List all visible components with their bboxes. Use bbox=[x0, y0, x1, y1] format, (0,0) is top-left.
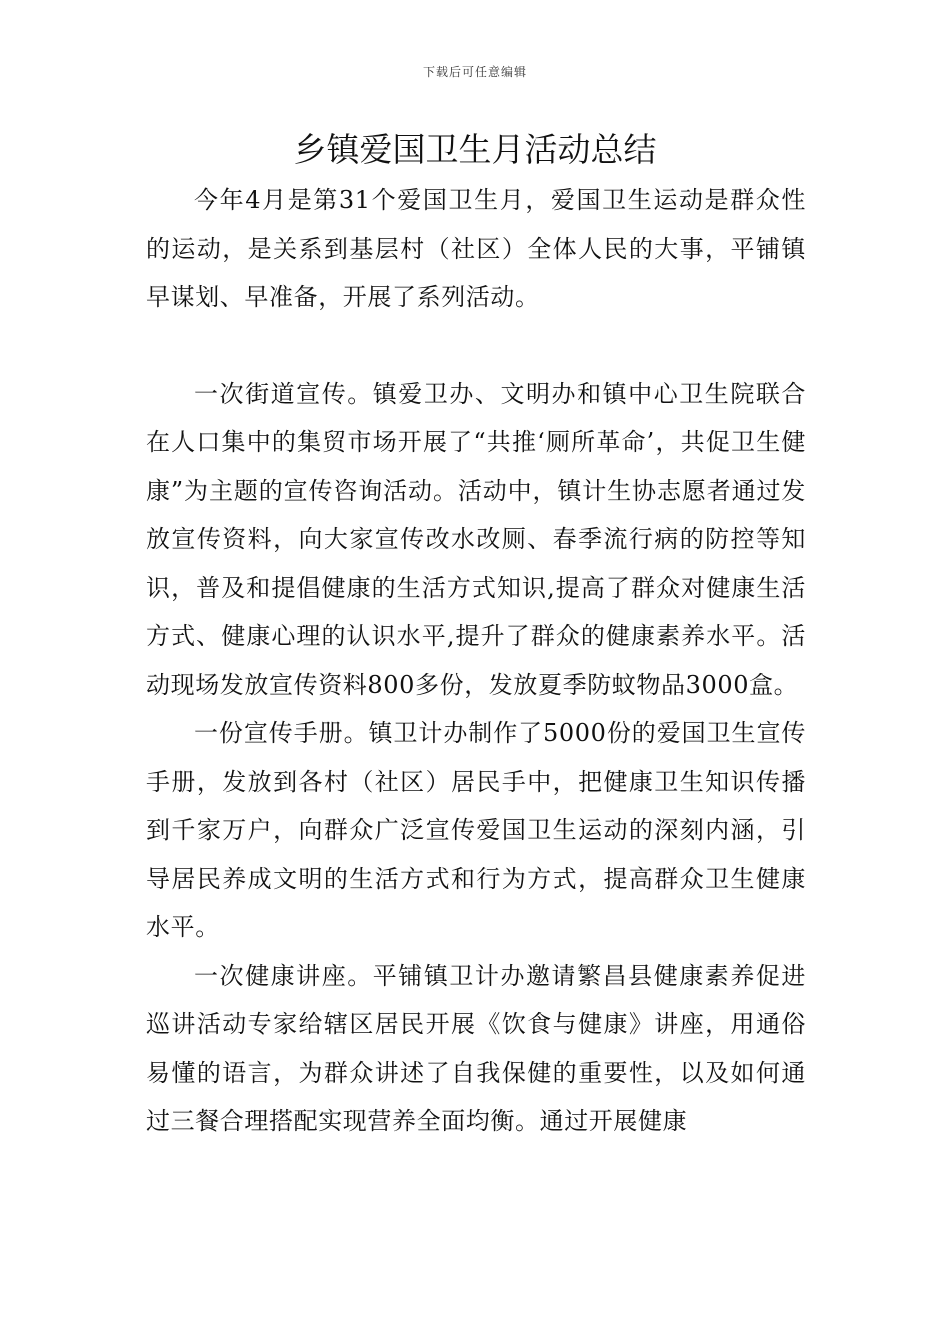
document-title: 乡镇爱国卫生月活动总结 bbox=[293, 130, 657, 169]
paragraph-spacer bbox=[146, 322, 806, 370]
page-header-note: 下载后可任意编辑 bbox=[422, 65, 527, 79]
paragraph-intro: 今年4月是第31个爱国卫生月，爱国卫生运动是群众性的运动，是关系到基层村（社区）全体人民的大事，平铺镇早谋划、早准备，开展了系列活动。 bbox=[146, 186, 806, 311]
paragraph-street-promotion: 一次街道宣传。镇爱卫办、文明办和镇中心卫生院联合在人口集中的集贸市场开展了“共推‘厕所革命’，共促卫生健康”为主题的宣传咨询活动。活动中，镇计生协志愿者通过发放宣传资料，向大家宣传改水改厕、春季流行病的防控等知识，普及和提倡健康的生活方式知识,提高了群众对健康生活方式、健康心理的认识水平,提升了群众的健康素养水平。活动现场发放宣传资料800多份，发放夏季防蚊物品3000盒。 bbox=[146, 379, 806, 699]
document-body bbox=[146, 176, 806, 1146]
paragraph-handbook: 一份宣传手册。镇卫计办制作了5000份的爱国卫生宣传手册，发放到各村（社区）居民手中，把健康卫生知识传播到千家万户，向群众广泛宣传爱国卫生运动的深刻内涵，引导居民养成文明的生活方式和行为方式，提高群众卫生健康水平。 bbox=[146, 719, 806, 941]
paragraph-health-lecture: 一次健康讲座。平铺镇卫计办邀请繁昌县健康素养促进巡讲活动专家给辖区居民开展《饮食与健康》讲座，用通俗易懂的语言，为群众讲述了自我保健的重要性，以及如何通过三餐合理搭配实现营养全面均衡。通过开展健康 bbox=[146, 961, 806, 1135]
